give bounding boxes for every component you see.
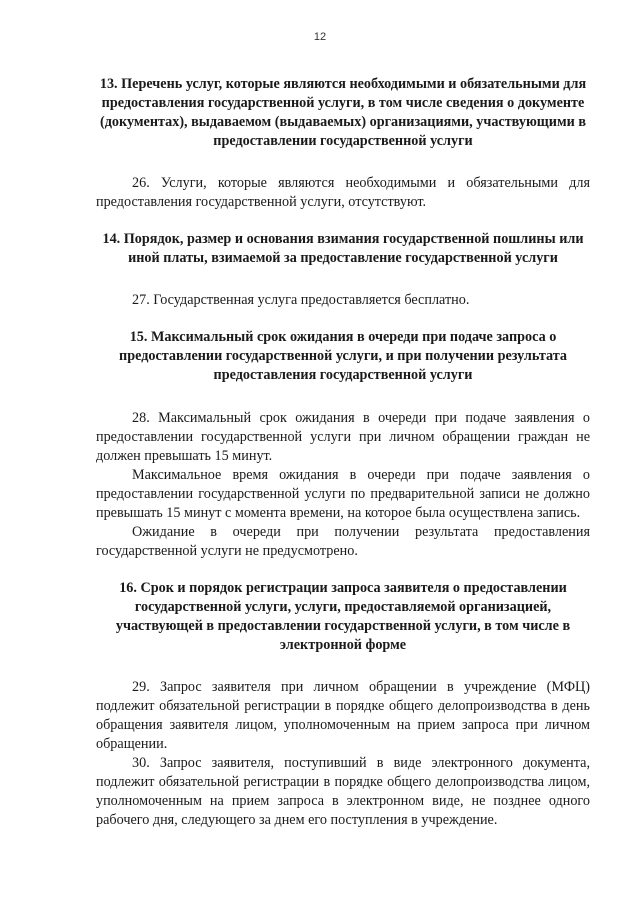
paragraph-28: 28. Максимальный срок ожидания в очереди при подаче заявления о предоставлении государственной услуги при личном обращении граждан не должен превышать 15 минут. (96, 410, 590, 464)
section-heading-15: 15. Максимальный срок ожидания в очереди при подаче запроса о предоставлении государственной услуги, и при получении результата предоставления государственной услуги (119, 329, 567, 383)
paragraph-30: 30. Запрос заявителя, поступивший в виде электронного документа, подлежит обязательной регистрации в порядке общего делопроизводства лицом, уполномоченным на прием запроса в электронном виде, не позднее одного рабочего дня, следующего за днем его поступления в учреждение. (96, 755, 590, 828)
document-body (96, 75, 590, 830)
section-heading-14: 14. Порядок, размер и основания взимания государственной пошлины или иной платы, взимаемой за предоставление государственной услуги (102, 231, 584, 266)
paragraph-28-waiting-time: Максимальное время ожидания в очереди при подаче заявления о предоставлении государственной услуги по предварительной записи не должно превышать 15 минут с момента времени, на которое была осуществлена запись. (96, 467, 590, 521)
section-heading-13: 13. Перечень услуг, которые являются необходимыми и обязательными для предоставления государственной услуги, в том числе сведения о документе (документах), выдаваемом (выдаваемых) организациями, участвующими в предоставлении государственной услуги (99, 76, 587, 149)
page-number: 12 (313, 31, 327, 43)
section-heading-16: 16. Срок и порядок регистрации запроса заявителя о предоставлении государственной услуги, услуги, предоставляемой организацией, участвующей в предоставлении государственной услуги, в том числе в электронной форме (115, 580, 571, 653)
paragraph-27: 27. Государственная услуга предоставляется бесплатно. (132, 292, 470, 308)
paragraph-29: 29. Запрос заявителя при личном обращении в учреждение (МФЦ) подлежит обязательной регистрации в порядке общего делопроизводства в день обращения заявителя лицом, уполномоченным на прием запроса при личном обращении. (96, 679, 590, 752)
paragraph-26: 26. Услуги, которые являются необходимыми и обязательными для предоставления государственной услуги, отсутствуют. (96, 175, 590, 210)
paragraph-28-result-waiting: Ожидание в очереди при получении результата предоставления государственной услуги не предусмотрено. (96, 524, 590, 559)
